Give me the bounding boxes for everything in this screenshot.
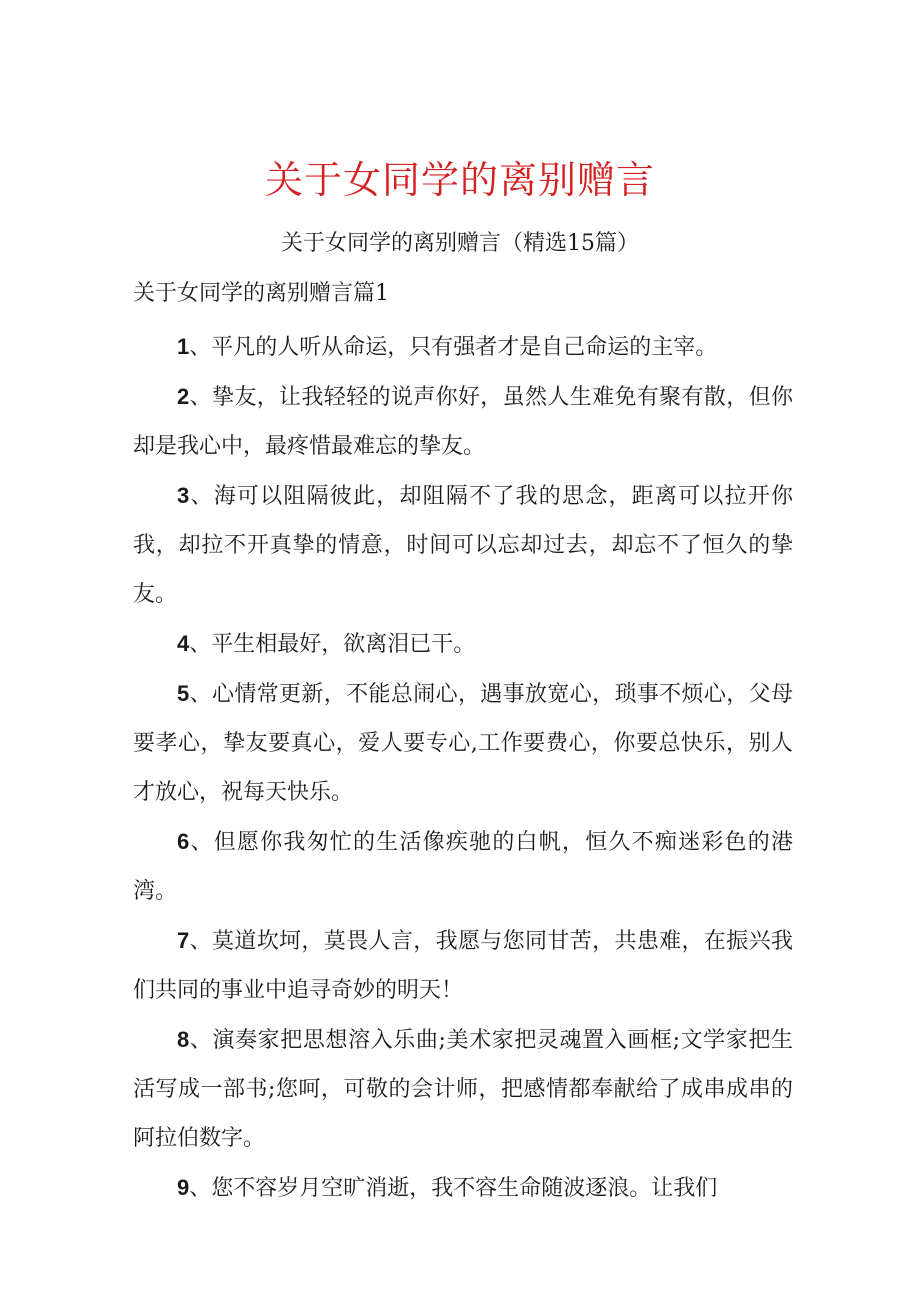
list-item (133, 372, 793, 471)
item-text: 、平生相最好，欲离泪已干。 (189, 632, 476, 657)
item-text: 、您不容岁月空旷消逝，我不容生命随波逐浪。让我们 (189, 1176, 718, 1201)
item-text: 、海可以阻隔彼此，却阻隔不了我的思念，距离可以拉开你我，却拉不开真挚的情意，时间可以忘却过去，却忘不了恒久的挚友。 (133, 484, 793, 607)
item-text: 、平凡的人听从命运，只有强者才是自己命运的主宰。 (189, 335, 718, 360)
document-title: 关于女同学的离别赠言 (264, 158, 655, 202)
item-number: 8 (177, 1027, 190, 1052)
list-item (133, 669, 793, 817)
list-item (133, 1163, 793, 1213)
document-body (133, 322, 793, 1213)
item-text: 、莫道坎坷，莫畏人言，我愿与您同甘苦，共患难，在振兴我们共同的事业中追寻奇妙的明天！ (133, 929, 793, 1003)
document-subtitle: 关于女同学的离别赠言（精选15篇） (281, 231, 639, 256)
list-item (133, 916, 793, 1015)
item-number: 3 (177, 483, 190, 508)
list-item (133, 817, 793, 916)
item-text: 、挚友，让我轻轻的说声你好，虽然人生难免有聚有散，但你却是我心中，最疼惜最难忘的挚友。 (133, 385, 793, 459)
item-number: 6 (177, 829, 190, 854)
item-number: 1 (177, 334, 190, 359)
list-item (133, 322, 793, 372)
item-text: 、但愿你我匆忙的生活像疾驰的白帆，恒久不痴迷彩色的港湾。 (133, 830, 793, 904)
list-item (133, 471, 793, 619)
item-number: 5 (177, 681, 190, 706)
item-number: 7 (177, 928, 190, 953)
item-number: 9 (177, 1175, 190, 1200)
item-number: 2 (177, 384, 190, 409)
list-item (133, 619, 793, 669)
list-item (133, 1015, 793, 1163)
section-heading: 关于女同学的离别赠言篇1 (133, 281, 389, 306)
item-number: 4 (177, 631, 190, 656)
item-text: 、演奏家把思想溶入乐曲;美术家把灵魂置入画框;文学家把生活写成一部书;您呵，可敬的会计师，把感情都奉献给了成串成串的阿拉伯数字。 (133, 1028, 793, 1151)
item-text: 、心情常更新，不能总闹心，遇事放宽心，琐事不烦心，父母要孝心，挚友要真心，爱人要专心,工作要费心，你要总快乐，别人才放心，祝每天快乐。 (133, 682, 793, 805)
